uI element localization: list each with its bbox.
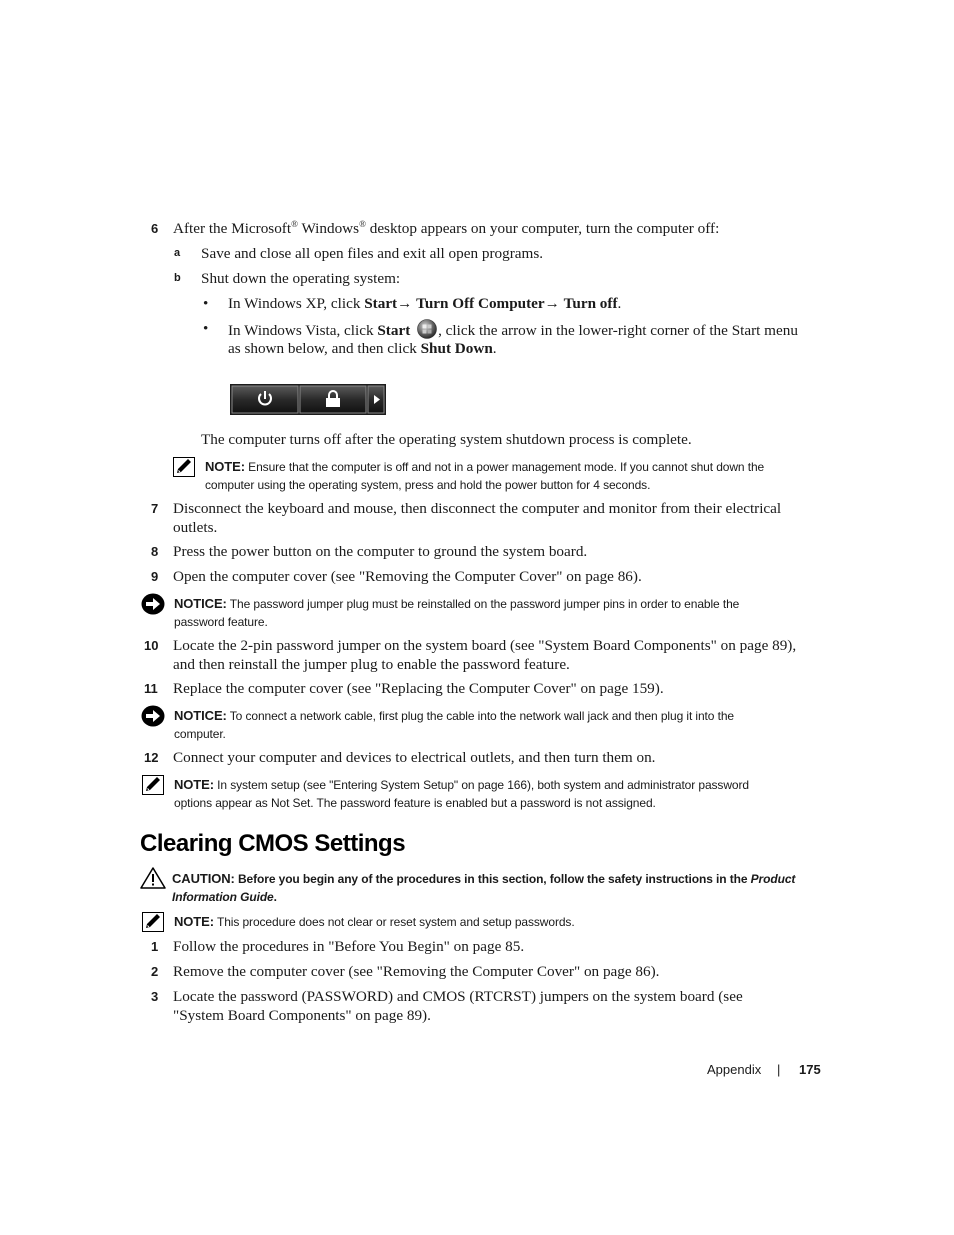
- step-text: Locate the 2-pin password jumper on the system board (see "System Board Components" on page 89), and then reinstall the jumper plug to enable the password feature.: [173, 637, 797, 673]
- bullet: •: [203, 295, 209, 312]
- step-number: 9: [151, 569, 159, 584]
- bullet-text-vista: In Windows Vista, click Start , click the arrow in the lower-right corner of the Start menu: [228, 319, 828, 344]
- notice-arrow-icon: [141, 705, 165, 732]
- bullet-text-xp: In Windows XP, click Start→ Turn Off Computer→ Turn off.: [228, 295, 622, 312]
- note-text: NOTE: This procedure does not clear or reset system and setup passwords.: [174, 914, 575, 929]
- step-text: Locate the password (PASSWORD) and CMOS (RTCRST) jumpers on the system board (see "System Board Components" on page 89).: [173, 988, 743, 1024]
- step-text: Press the power button on the computer to ground the system board.: [173, 543, 588, 560]
- footer-section: Appendix: [707, 1062, 762, 1077]
- step-text: Disconnect the keyboard and mouse, then disconnect the computer and monitor from their electrical outlets.: [173, 500, 782, 536]
- substep-text: Save and close all open files and exit all open programs.: [201, 245, 544, 262]
- bullet-text-vista-line2: as shown below, and then click Shut Down.: [228, 340, 497, 357]
- substep-text: Shut down the operating system:: [201, 270, 401, 287]
- step-text: Remove the computer cover (see "Removing the Computer Cover" on page 86).: [173, 963, 660, 980]
- step-text: After the Microsoft® Windows® desktop appears on your computer, turn the computer off:: [173, 218, 720, 237]
- step-number: 6: [151, 221, 159, 236]
- note-text: NOTE: In system setup (see "Entering System Setup" on page 166), both system and administrator password options appear as Not Set. The password feature is enabled but a password is not assigned.: [174, 777, 749, 810]
- pencil-note-icon: [142, 912, 164, 937]
- substep-letter: a: [174, 247, 181, 259]
- note-text: NOTE: Ensure that the computer is off and not in a power management mode. If you cannot shut down the computer using the operating system, press and hold the power button for 4 seconds.: [205, 459, 765, 492]
- step-number: 12: [144, 750, 159, 765]
- step-number: 8: [151, 544, 159, 559]
- section-heading: Clearing CMOS Settings: [140, 830, 406, 857]
- bullet: •: [203, 320, 209, 337]
- step-number: 2: [151, 964, 159, 979]
- shutdown-buttons-image: [230, 384, 386, 415]
- page-number: 175: [799, 1062, 821, 1077]
- caution-triangle-icon: [140, 867, 166, 894]
- step-number: 3: [151, 989, 159, 1004]
- substep-letter: b: [174, 272, 181, 284]
- caution-text: CAUTION: Before you begin any of the procedures in this section, follow the safety instructions in the Product Information Guide.: [172, 871, 796, 904]
- step-number: 11: [144, 681, 158, 696]
- footer-separator: |: [777, 1062, 781, 1077]
- pencil-note-icon: [173, 457, 195, 482]
- step-text: Replace the computer cover (see "Replacing the Computer Cover" on page 159).: [173, 680, 664, 697]
- step-text: Follow the procedures in "Before You Begin" on page 85.: [173, 938, 525, 955]
- step-number: 10: [144, 638, 159, 653]
- notice-arrow-icon: [141, 593, 165, 620]
- step-text: Open the computer cover (see "Removing the Computer Cover" on page 86).: [173, 568, 642, 585]
- pencil-note-icon: [142, 775, 164, 800]
- shutdown-complete-text: The computer turns off after the operating system shutdown process is complete.: [201, 431, 692, 448]
- notice-text: NOTICE: To connect a network cable, first plug the cable into the network wall jack and then plug it into the computer.: [174, 708, 734, 741]
- step-number: 7: [151, 501, 159, 516]
- step-text: Connect your computer and devices to electrical outlets, and then turn them on.: [173, 749, 656, 766]
- step-number: 1: [151, 939, 159, 954]
- notice-text: NOTICE: The password jumper plug must be reinstalled on the password jumper pins in order to enable the password feature.: [174, 596, 740, 629]
